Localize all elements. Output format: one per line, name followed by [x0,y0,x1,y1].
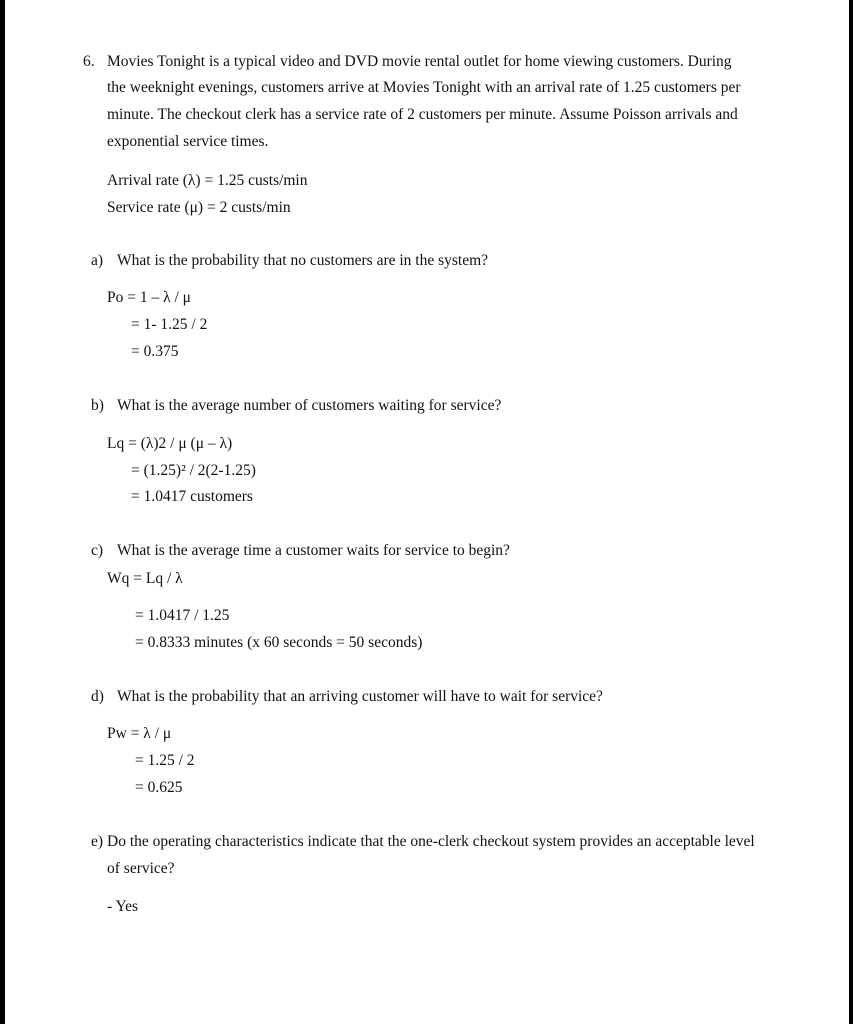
problem-text-line-3: minute. The checkout clerk has a service rate of 2 customers per minute. Assume Poisson arrivals and [107,106,738,123]
part-d-formula: Pw = λ / μ [107,725,172,742]
part-a-label: a) [91,252,104,269]
part-c-result: = 0.8333 minutes (x 60 seconds = 50 seconds) [135,634,423,651]
problem-text-line-2: the weeknight evenings, customers arrive at Movies Tonight with an arrival rate of 1.25 customers per [107,79,741,96]
part-d-step: = 1.25 / 2 [135,752,195,769]
part-c-formula: Wq = Lq / λ [107,570,183,587]
part-a-question: What is the probability that no customers are in the system? [117,252,489,269]
part-c-label: c) [91,542,104,559]
service-rate: Service rate (μ) = 2 custs/min [107,199,291,216]
part-a-formula: Po = 1 – λ / μ [107,289,191,306]
problem-number: 6. [83,53,95,70]
part-c-step: = 1.0417 / 1.25 [135,607,230,624]
part-b-step: = (1.25)² / 2(2-1.25) [131,462,256,479]
part-e-answer: - Yes [107,898,139,915]
part-b-formula: Lq = (λ)2 / μ (μ – λ) [107,435,233,452]
part-c-question: What is the average time a customer waits for service to begin? [117,542,510,559]
arrival-rate: Arrival rate (λ) = 1.25 custs/min [107,172,308,189]
part-d-result: = 0.625 [135,779,183,796]
part-d-label: d) [91,688,104,705]
document-page [5,0,849,1024]
part-e-question-line-1: Do the operating characteristics indicate that the one-clerk checkout system provides an acceptable level [107,833,755,850]
part-d-question: What is the probability that an arriving customer will have to wait for service? [117,688,603,705]
part-e-question-line-2: of service? [107,860,175,877]
part-b-question: What is the average number of customers waiting for service? [117,397,502,414]
problem-text-line-4: exponential service times. [107,133,269,150]
part-b-result: = 1.0417 customers [131,488,253,505]
part-a-result: = 0.375 [131,343,179,360]
part-e-label: e) [91,833,104,850]
problem-text-line-1: Movies Tonight is a typical video and DVD movie rental outlet for home viewing customers. During [107,53,732,70]
part-a-step: = 1- 1.25 / 2 [131,316,208,333]
part-b-label: b) [91,397,104,414]
